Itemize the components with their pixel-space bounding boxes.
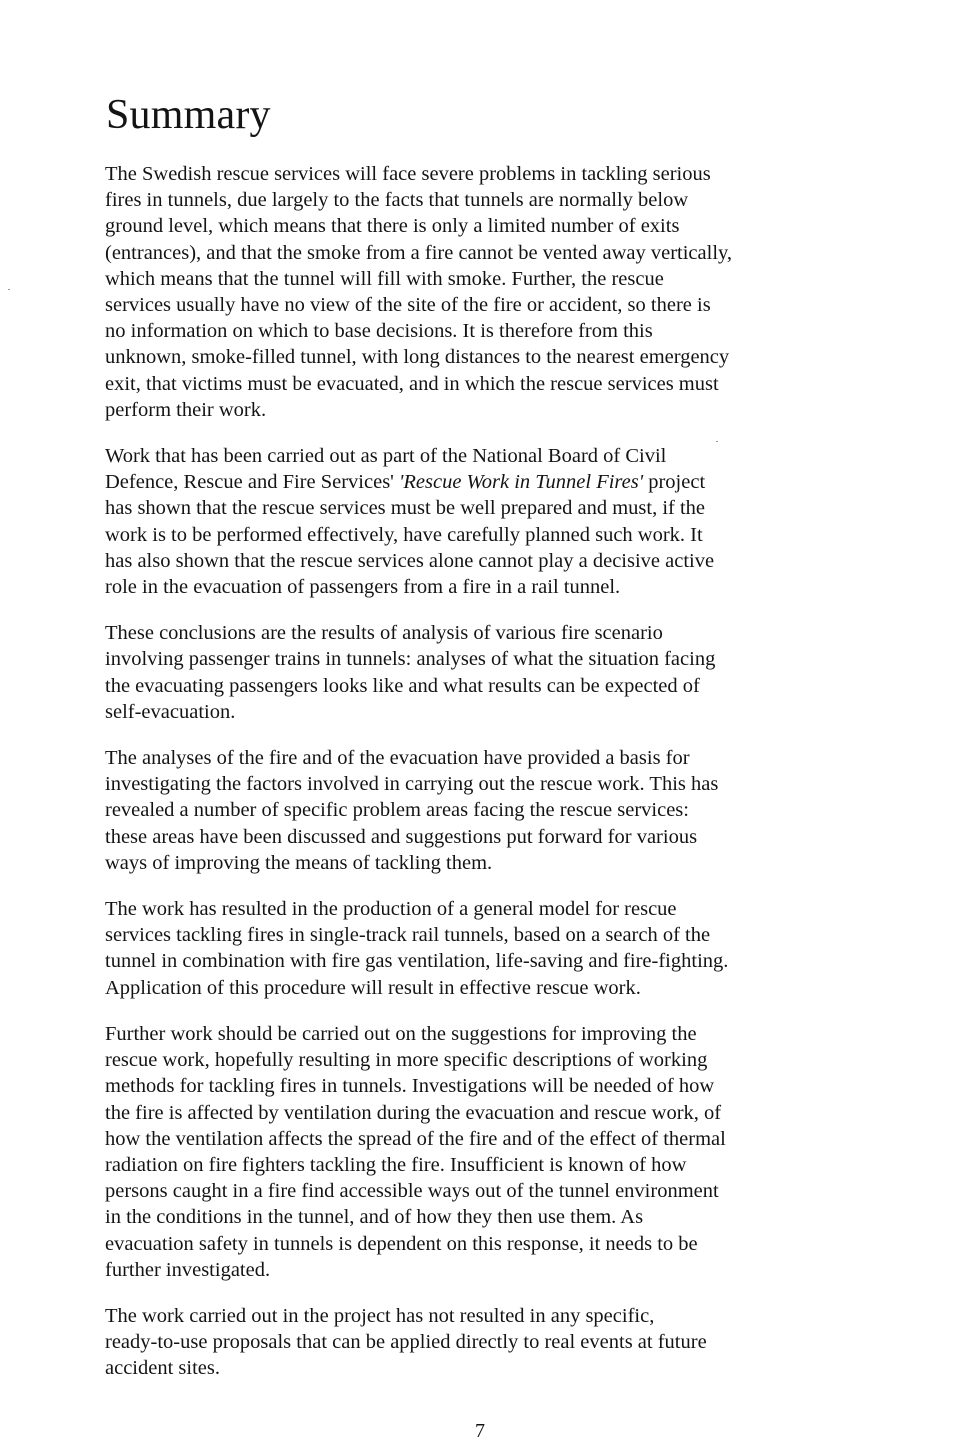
text-line: radiation on fire fighters tackling the fire. Insufficient is known of how — [105, 1153, 687, 1176]
summary-paragraph — [105, 1021, 805, 1283]
text-line: revealed a number of specific problem areas facing the rescue services: — [105, 799, 689, 822]
text-line: tunnel in combination with fire gas ventilation, life-saving and fire-fighting. — [105, 950, 729, 973]
page-number: 7 — [475, 1420, 485, 1442]
text-line: Work that has been carried out as part of the National Board of Civil — [105, 445, 667, 468]
text-line: unknown, smoke-filled tunnel, with long distances to the nearest emergency — [105, 346, 730, 369]
text-line — [105, 469, 805, 495]
text-line: The work has resulted in the production of a general model for rescue — [105, 898, 677, 921]
summary-paragraph — [105, 161, 805, 423]
text-line: exit, that victims must be evacuated, and in which the rescue services must — [105, 372, 719, 395]
text-line: which means that the tunnel will fill with smoke. Further, the rescue — [105, 267, 664, 290]
scan-speck — [716, 441, 718, 442]
scan-speck — [8, 289, 10, 290]
summary-body — [105, 161, 805, 1402]
text-line: further investigated. — [105, 1258, 271, 1281]
text-line: The Swedish rescue services will face severe problems in tackling serious — [105, 163, 711, 185]
text-line: evacuation safety in tunnels is dependent on this response, it needs to be — [105, 1232, 698, 1255]
text-line: persons caught in a fire find accessible ways out of the tunnel environment — [105, 1180, 719, 1203]
text-line: (entrances), and that the smoke from a fire cannot be vented away vertically, — [105, 241, 733, 264]
text-line: how the ventilation affects the spread of the fire and of the effect of thermal — [105, 1127, 726, 1150]
text-line: services usually have no view of the site of the fire or accident, so there is — [105, 294, 711, 317]
text-line: investigating the factors involved in carrying out the rescue work. This has — [105, 773, 719, 796]
text-line: ways of improving the means of tackling them. — [105, 851, 493, 874]
summary-paragraph — [105, 1303, 805, 1382]
text-line: role in the evacuation of passengers from a fire in a rail tunnel. — [105, 576, 621, 599]
text-line: has shown that the rescue services must be well prepared and must, if the — [105, 497, 706, 520]
text-line: no information on which to base decisions. It is therefore from this — [105, 320, 653, 343]
text-line: The work carried out in the project has not resulted in any specific, — [105, 1304, 655, 1327]
text-line: The analyses of the fire and of the evacuation have provided a basis for — [105, 747, 690, 770]
text-line: in the conditions in the tunnel, and of how they then use them. As — [105, 1206, 644, 1229]
text-line: fires in tunnels, due largely to the facts that tunnels are normally below — [105, 189, 689, 212]
text-line: the fire is affected by ventilation during the evacuation and rescue work, of — [105, 1101, 722, 1124]
summary-paragraph — [105, 620, 805, 725]
text-line: ground level, which means that there is only a limited number of exits — [105, 215, 680, 238]
text-fragment: project — [643, 471, 706, 494]
text-line: Application of this procedure will result in effective rescue work. — [105, 976, 641, 999]
text-line: involving passenger trains in tunnels: analyses of what the situation facing — [105, 648, 716, 671]
summary-paragraph — [105, 896, 805, 1001]
text-line: these areas have been discussed and suggestions put forward for various — [105, 825, 698, 848]
text-line: self-evacuation. — [105, 700, 236, 723]
text-line: accident sites. — [105, 1357, 220, 1380]
text-line: services tackling fires in single-track rail tunnels, based on a search of the — [105, 924, 711, 947]
text-line: These conclusions are the results of analysis of various fire scenario — [105, 622, 663, 645]
summary-paragraph — [105, 745, 805, 876]
project-title: 'Rescue Work in Tunnel Fires' — [399, 471, 644, 494]
text-line: ready-to-use proposals that can be applied directly to real events at future — [105, 1331, 707, 1354]
text-line: rescue work, hopefully resulting in more specific descriptions of working — [105, 1049, 708, 1072]
text-line: work is to be performed effectively, have carefully planned such work. It — [105, 523, 703, 546]
summary-paragraph — [105, 443, 805, 600]
text-line: perform their work. — [105, 398, 267, 421]
text-line: the evacuating passengers looks like and what results can be expected of — [105, 674, 700, 697]
page-title: Summary — [106, 92, 271, 138]
text-fragment: Defence, Rescue and Fire Services' — [105, 471, 399, 494]
text-line: Further work should be carried out on the suggestions for improving the — [105, 1022, 697, 1045]
text-line: has also shown that the rescue services alone cannot play a decisive active — [105, 549, 715, 572]
text-line: methods for tackling fires in tunnels. Investigations will be needed of how — [105, 1075, 715, 1098]
